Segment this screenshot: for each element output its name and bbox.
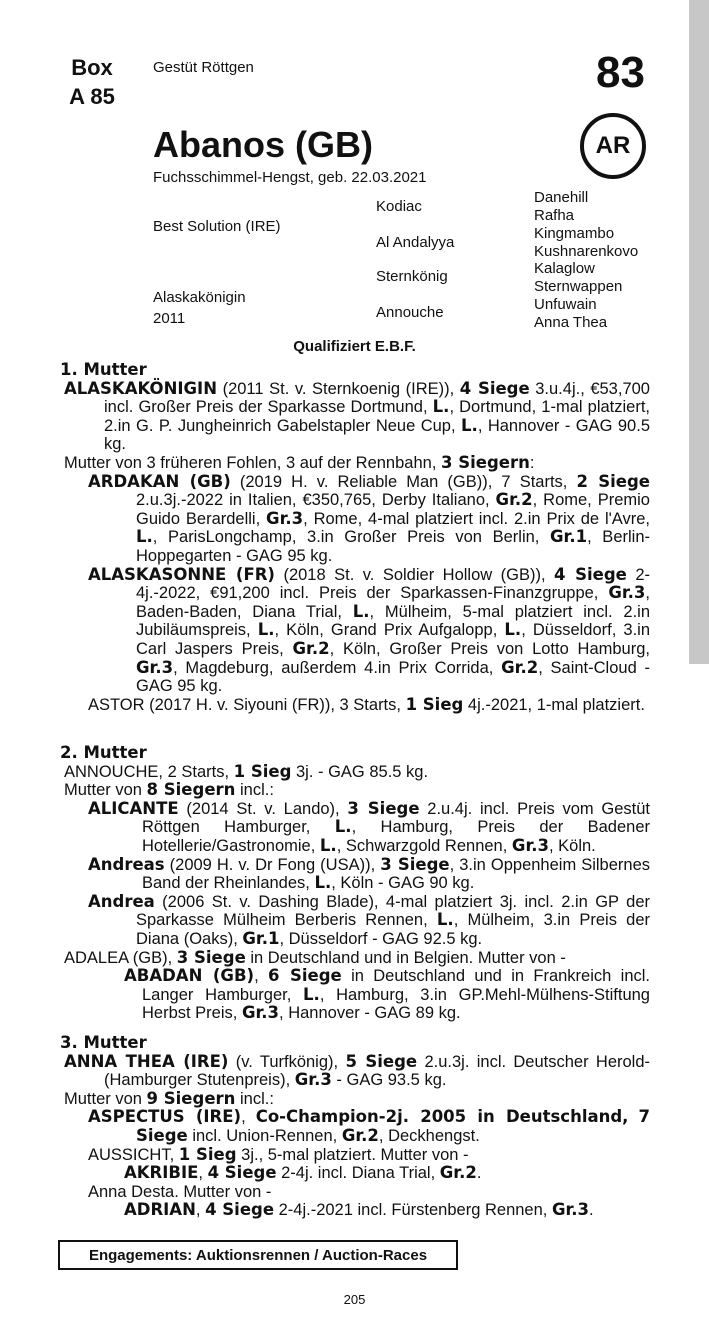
offspring-alaskasonne [60,566,650,696]
listed: L. [334,817,352,837]
championship: Co-Champion-2j. 2005 in Deutschland, [255,1107,629,1127]
wins: 3 Siege [347,798,420,818]
text: (2011 St. v. Sternkoenig (IRE)), [217,379,460,398]
offspring-ardakan [60,473,650,566]
grade: Gr.1 [242,928,280,948]
wins: 1 Sieg [178,1144,237,1164]
text: 4j.-2021, 1-mal platziert. [463,695,645,714]
text: , Köln - GAG 90 kg. [331,874,475,893]
pedigree-gen3-1: Danehill [534,189,589,206]
wins: 1 Sieg [233,761,292,781]
ar-badge: AR [580,113,646,179]
text: 3.u.4j., €53,700 incl. Großer Preis der Sparkasse Dortmund, [104,379,650,417]
text: , [254,967,269,986]
pedigree-gen3-2: Rafha [534,207,575,224]
grade: Gr.3 [241,1003,280,1023]
page-number: 205 [343,1292,366,1307]
text: : [529,453,535,472]
offspring-astor [60,696,650,715]
text: incl.: [235,1089,274,1108]
text: , Düsseldorf - GAG 92.5 kg. [279,929,483,948]
pedigree-gen3-3: Kingmambo [534,225,615,242]
text: , Mülheim, 3.in Preis der Diana (Oaks), [136,911,651,948]
wins: 4 Siege [554,564,627,584]
text: 2.u.4j. incl. Preis vom Gestüt Röttgen Hamburger, [142,799,650,837]
box-code: A 85 [69,84,115,109]
offspring-name: ARDAKAN (GB) [88,471,231,491]
grade: Gr.3 [266,508,304,528]
text: , Köln. [548,836,596,855]
grade: Gr.2 [439,1163,477,1183]
winners: 3 Siegern [441,452,530,472]
text: 3j., 5-mal platziert. Mutter von - [236,1145,469,1164]
text: 2-4j. incl. Diana Trial, [276,1164,440,1183]
text: - GAG 93.5 kg. [331,1071,447,1090]
text: , Düsseldorf, 3.in Carl Jaspers Preis, [136,621,650,658]
offspring-alicante [60,800,650,856]
text: , Magdeburg, außerdem 4.in Prix Corrida, [173,658,502,677]
offspring-andreas [60,856,650,893]
grade: Gr.3 [511,835,549,855]
text: in Deutschland und in Frankreich incl. Langer Hamburger, [142,967,650,1004]
scrollbar[interactable] [689,0,709,664]
offspring-name: ABADAN (GB) [124,966,255,986]
text: Mutter von [64,1089,147,1108]
offspring-andrea [60,893,650,949]
offspring-name: ASPECTUS (IRE) [88,1107,242,1127]
heading-first-dam: 1. Mutter [60,360,147,379]
horse-description: Fuchsschimmel-Hengst, geb. 22.03.2021 [153,169,427,186]
dam1-foals [60,454,650,473]
grade: Gr.2 [495,490,533,510]
text: 2-4j.-2022, €91,200 incl. Preis der Sparkassen-Finanzgruppe, [136,565,650,603]
text: (v. Turfkönig), [228,1052,346,1071]
text: . [589,1201,594,1220]
text: (2006 St. v. Dashing Blade), 4-mal platziert 3j. incl. 2.in GP der Sparkasse Mülheim Berberis Rennen, [136,892,650,930]
horse-name: Abanos (GB) [153,124,373,165]
offspring-name: ALICANTE [88,798,179,818]
pedigree-gen3-6: Sternwappen [534,278,623,295]
wins: 3 Siege [380,854,450,874]
listed: L. [319,835,337,855]
qualified-ebf: Qualifiziert E.B.F. [293,338,416,355]
wins: 4 Siege [459,378,530,398]
text: , Dortmund, 1-mal platziert, 2.in G. P. Jungheinrich Gabelstapler Neue Cup, [104,398,650,435]
pedigree-gen2-1: Kodiac [376,198,422,215]
dam1-name: ALASKAKÖNIGIN [64,378,218,398]
text: AUSSICHT, [88,1145,179,1164]
text: 2-4j.-2021 incl. Fürstenberg Rennen, [274,1201,552,1220]
winners: 8 Siegern [146,780,236,800]
text: , [198,1164,208,1183]
dam3-name: ANNA THEA (IRE) [64,1051,229,1071]
listed: L. [461,415,478,435]
text: , ParisLongchamp, 3.in Großer Preis von Berlin, [152,528,551,547]
dam3-winners [60,1090,650,1109]
listed: L. [136,527,153,547]
listed: L. [314,873,332,893]
text: (2018 St. v. Soldier Hollow (GB)), [274,565,555,584]
listed: L. [504,620,522,640]
wins: 1 Sieg [405,694,464,714]
text: 2.u.3j. incl. Deutscher Herold-(Hamburger Stutenpreis), [104,1052,651,1090]
pedigree-gen3-8: Anna Thea [534,314,608,331]
wins: 4 Siege [207,1163,277,1183]
wins: 7 Siege [136,1107,650,1145]
text: , Baden-Baden, Diana Trial, [136,584,650,621]
listed: L. [257,620,275,640]
text: , 3.in Oppenheim Silbernes Band der Rheinlandes, [142,855,651,893]
text: , Rome, 4-mal platziert incl. 2.in Prix de l'Avre, [303,509,650,528]
text: , [241,1108,256,1127]
offspring-name: AKRIBIE [124,1163,199,1183]
pedigree-gen3-4: Kushnarenkovo [534,243,639,260]
offspring-aspectus [60,1108,650,1145]
text: , Köln, Grand Prix Aufgalopp, [274,621,505,640]
text: , Deckhengst. [378,1126,480,1145]
wins: 4 Siege [205,1200,275,1220]
text: Mutter von 3 früheren Fohlen, 3 auf der Rennbahn, [64,453,441,472]
box-label: Box [71,55,113,80]
grade: Gr.2 [341,1125,379,1145]
text: ANNOUCHE, 2 Starts, [64,762,234,781]
heading-second-dam: 2. Mutter [60,743,147,762]
offspring-adalea [60,949,650,968]
text: in Deutschland und in Belgien. Mutter von - [245,948,566,967]
offspring-name: ADRIAN [124,1200,196,1220]
dam2-winners [60,781,650,800]
text: , Hamburg, Preis der Badener Hotellerie/Gastronomie, [142,818,650,855]
text: , Hannover - GAG 90.5 kg. [104,416,650,454]
offspring-akribie [60,1164,650,1183]
text: , Köln, Großer Preis von Lotto Hamburg, [329,639,650,658]
text: Mutter von [64,781,147,800]
text: (2014 St. v. Lando), [178,799,348,818]
wins: 3 Siege [176,947,246,967]
grade: Gr.3 [136,657,174,677]
text: (2019 H. v. Reliable Man (GB)), 7 Starts, [230,472,577,491]
pedigree-gen2-2: Al Andalyya [376,234,455,251]
pedigree-gen2-3: Sternkönig [376,268,448,285]
pedigree-gen3-5: Kalaglow [534,260,595,277]
grade: Gr.2 [292,638,330,658]
engagements-box: Engagements: Auktionsrennen / Auction-Races [58,1240,458,1270]
text: ADALEA (GB), [64,948,177,967]
listed: L. [432,397,450,417]
text: , Hannover - GAG 89 kg. [279,1004,461,1023]
section-second-dam [60,744,650,1023]
offspring-anna-desta: Anna Desta. Mutter von - [88,1182,272,1201]
text: , Schwarzgold Rennen, [336,836,512,855]
text: , [195,1201,206,1220]
wins: 6 Siege [268,966,342,986]
text: incl.: [235,781,274,800]
offspring-name: Andreas [88,854,165,874]
grade: Gr.1 [550,527,588,547]
winners: 9 Siegern [146,1088,236,1108]
wins: 2 Siege [576,471,650,491]
dam2-entry [60,763,650,782]
box-number [62,53,122,111]
wins: 5 Siege [345,1051,418,1071]
text: , Hamburg, 3.in GP.Mehl-Mülhens-Stiftung Herbst Preis, [142,985,650,1023]
text: . [476,1164,482,1183]
text: , Saint-Cloud - GAG 95 kg. [136,658,650,696]
heading-third-dam: 3. Mutter [60,1033,147,1052]
offspring-aussicht [60,1146,650,1165]
section-third-dam [60,1034,650,1220]
grade: Gr.3 [608,583,646,603]
lot-number: 83 [596,48,645,97]
offspring-name: ALASKASONNE (FR) [88,564,275,584]
grade: Gr.3 [294,1070,332,1090]
grade: Gr.2 [501,657,539,677]
text: , Mülheim, 5-mal platziert incl. 2.in Jubiläumspreis, [136,602,650,640]
pedigree-dam: Alaskakönigin [153,289,246,306]
pedigree-sire: Best Solution (IRE) [153,218,281,235]
text: incl. Union-Rennen, [187,1126,342,1145]
pedigree-dam-year: 2011 [153,310,186,327]
offspring-abadan [60,967,650,1023]
text: (2009 H. v. Dr Fong (USA)), [164,855,381,874]
pedigree-gen3-7: Unfuwain [534,296,597,313]
text: ASTOR (2017 H. v. Siyouni (FR)), 3 Starts, [88,695,406,714]
dam1-entry [60,380,650,454]
text: 3j. - GAG 85.5 kg. [291,762,429,781]
breeder: Gestüt Röttgen [153,59,254,76]
text: , Berlin-Hoppegarten - GAG 95 kg. [136,528,650,565]
text: 2.u.3j.-2022 in Italien, €350,765, Derby Italiano, [136,491,496,510]
text: , Rome, Premio Guido Berardelli, [136,491,650,528]
listed: L. [303,984,320,1004]
section-first-dam [60,361,650,714]
listed: L. [436,910,454,930]
listed: L. [352,601,370,621]
dam3-entry [60,1053,650,1090]
grade: Gr.3 [551,1200,590,1220]
offspring-adrian [60,1201,650,1220]
pedigree-gen2-4: Annouche [376,304,444,321]
offspring-name: Andrea [88,891,155,911]
